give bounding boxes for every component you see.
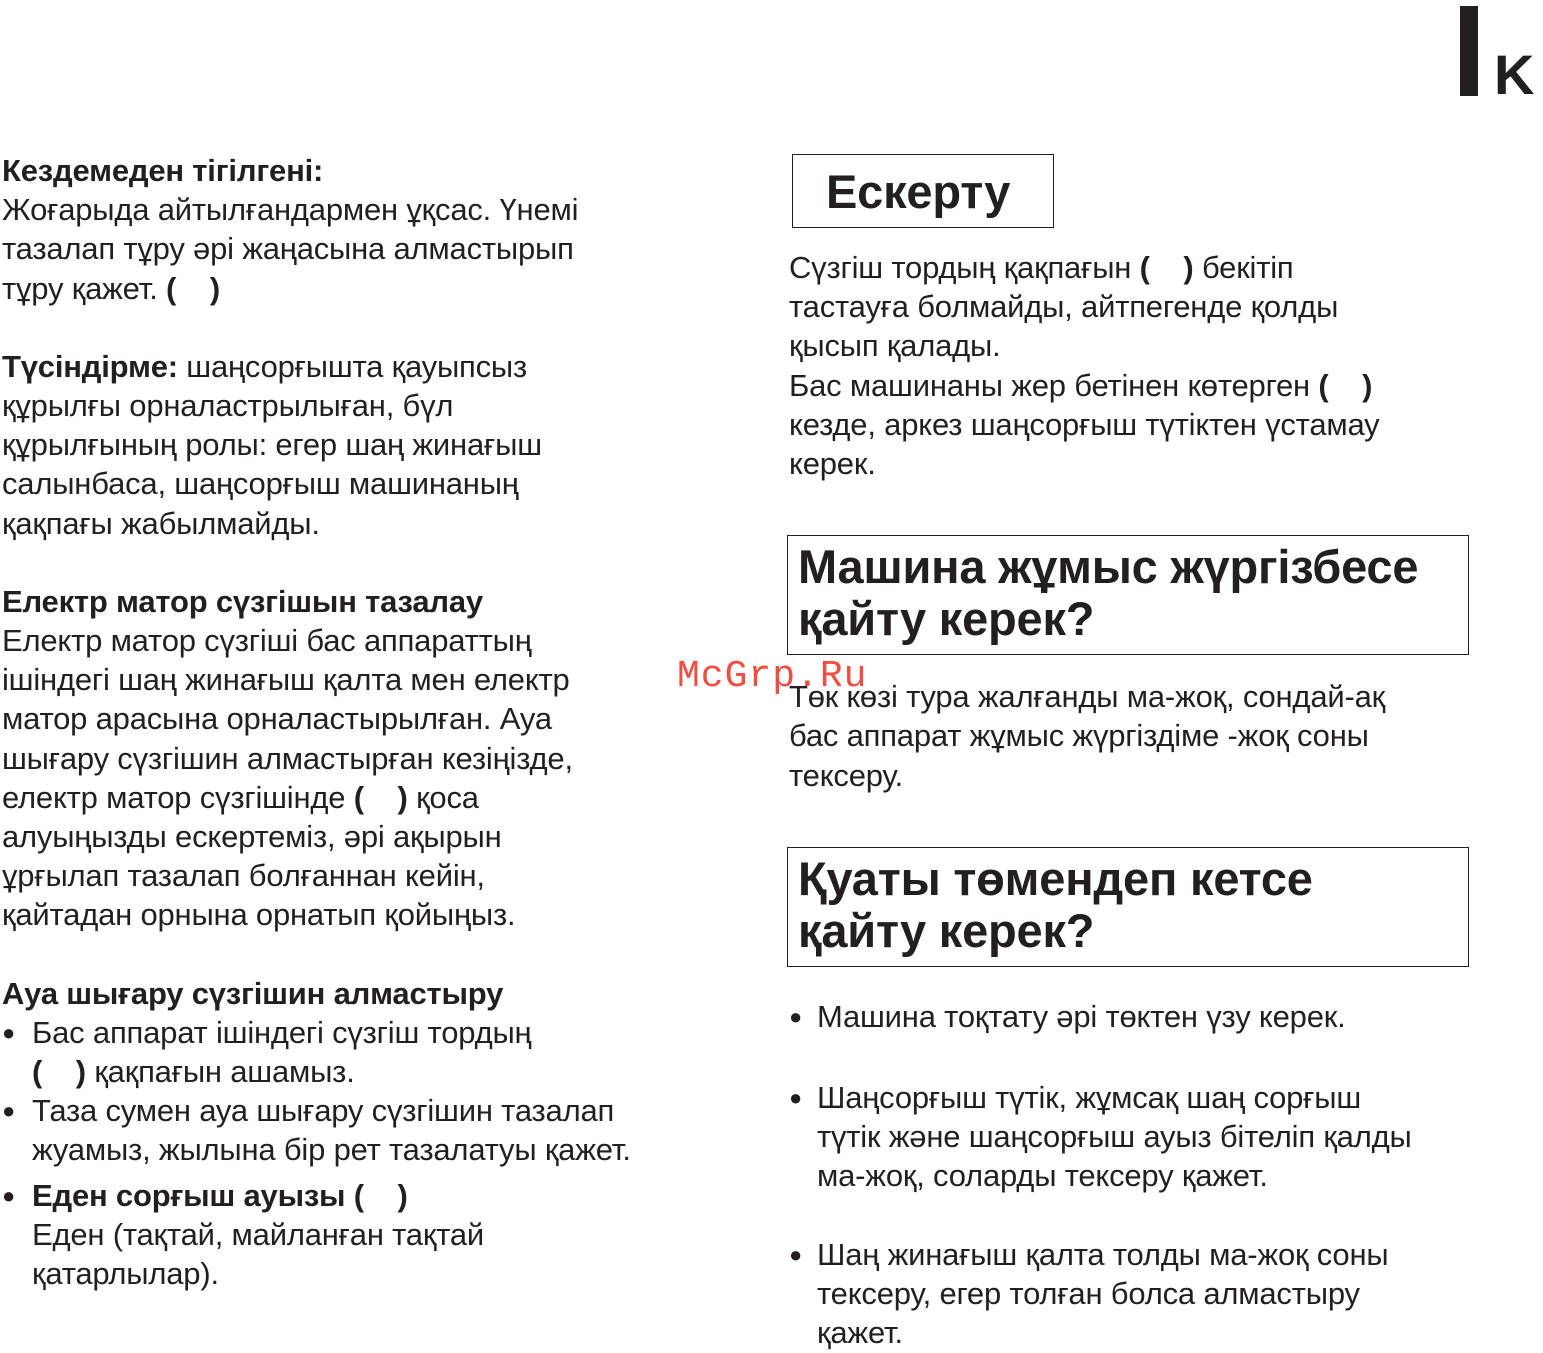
text-line: шығару сүзгішин алмастырған кезіңізде, [2,740,573,776]
list-item: ● Машина тоқтату әрі төктен үзу керек. [789,997,1539,1039]
text-line: тұру қажет. ( ) [2,270,220,306]
figure-ref: ( ) [353,1177,408,1213]
bullet-icon [789,1078,817,1196]
figure-ref: ( ) [1139,250,1194,285]
text-line: Електр матор сүзгіші бас аппараттың [2,623,532,659]
language-tab [1456,6,1542,106]
text-line: құрылғы орналастрылыған, бүл [2,388,454,424]
explanation-section [2,347,742,543]
section-title: Електр матор сүзгішын тазалау [2,583,483,619]
list-item: ● Шаңсорғыш түтік, жұмсақ шаң сорғыш түтік және шаңсорғыш ауыз бітеліп қалды ма-жоқ, соларды тексеру қажет. [789,1078,1539,1196]
figure-ref: ( ) [353,779,408,815]
list-item: ● Шаң жинағыш қалта толды ма-жоқ соны тексеру, егер толған болса алмастыру қажет. [789,1235,1539,1353]
list-item: ● Еден сорғыш ауызы ( ) Еден (тақтай, майланған тақтай қатарлылар). [2,1176,742,1294]
bullet-icon [789,1235,817,1353]
figure-ref: ( ) [1318,367,1373,403]
bullet-icon [789,997,817,1039]
watermark: McGrp.Ru [677,655,868,698]
language-code: K [1494,43,1535,106]
text-line: тазалап тұру әрі жаңасына алмастырып [2,231,574,267]
exhaust-filter-section [2,974,742,1294]
warning-text: Сүзгіш тордың қақпағын ( ) бекітіп тастауға болмайды, айтпегенде қолды қысып қалады. Бас машинаны жер бетінен көтерген ( ) кезде, аркез шаңсорғыш түтіктен үстамау керек. [789,250,1380,482]
text-line: матор арасына орналастырылған. Ауа [2,701,552,737]
text-line: алуыңызды ескертеміз, әрі ақырын [2,819,502,855]
section-title: Кездемеден тігілгені: [2,153,324,188]
text-line: ішіндегі шаң жинағыш қалта мен електр [2,662,570,698]
text-line: құрылғының ролы: егер шаң жинағыш [2,427,542,463]
bullet-icon [2,1091,32,1169]
language-tab-bar [1460,6,1478,96]
low-power-list [789,997,1539,1352]
motor-filter-section [2,582,742,935]
text-line: қақпағы жабылмайды. [2,505,320,541]
not-working-heading: Машина жұмыс жүргізбесе қайту керек? [787,535,1469,655]
text-line: Түсіндірме: шаңсорғышта қауыпсыз [2,348,528,384]
list-item: ● Таза сумен ауа шығару сүзгішин тазалап жуамыз, жылына бір рет тазалатуы қажет. [2,1091,742,1169]
text-line: Жоғарыда айтылғандармен ұқсас. Үнемі [2,192,579,228]
left-column [2,151,742,1293]
section-title: Түсіндірме: [2,348,178,384]
text-line: електр матор сүзгішінде ( ) қоса [2,779,479,815]
low-power-heading: Қуаты төмендеп кетсе қайту керек? [787,847,1469,967]
section-title: Ауа шығару сүзгішин алмастыру [2,975,504,1011]
fabric-bag-section [2,151,742,308]
right-column [789,154,1539,1352]
text-line: қайтадан орнына орнатып қойыңыз. [2,897,516,933]
text-line: ұрғылап тазалап болғаннан кейін, [2,858,485,894]
bullet-icon [2,1176,32,1294]
text-line: салынбаса, шаңсорғыш машинаның [2,466,519,502]
not-working-text: Төк көзі тура жалғанды ма-жоқ, сондай-ақ бас аппарат жұмыс жүргіздіме -жоқ соны тексеру. [789,679,1386,793]
bullet-icon [2,1013,32,1091]
figure-ref: ( ) [32,1054,86,1090]
warning-heading: Ескерту [792,154,1054,228]
list-item: ● Бас аппарат ішіндегі сүзгіш тордың ( ) қақпағын ашамыз. [2,1013,742,1091]
figure-ref: ( ) [166,270,220,306]
